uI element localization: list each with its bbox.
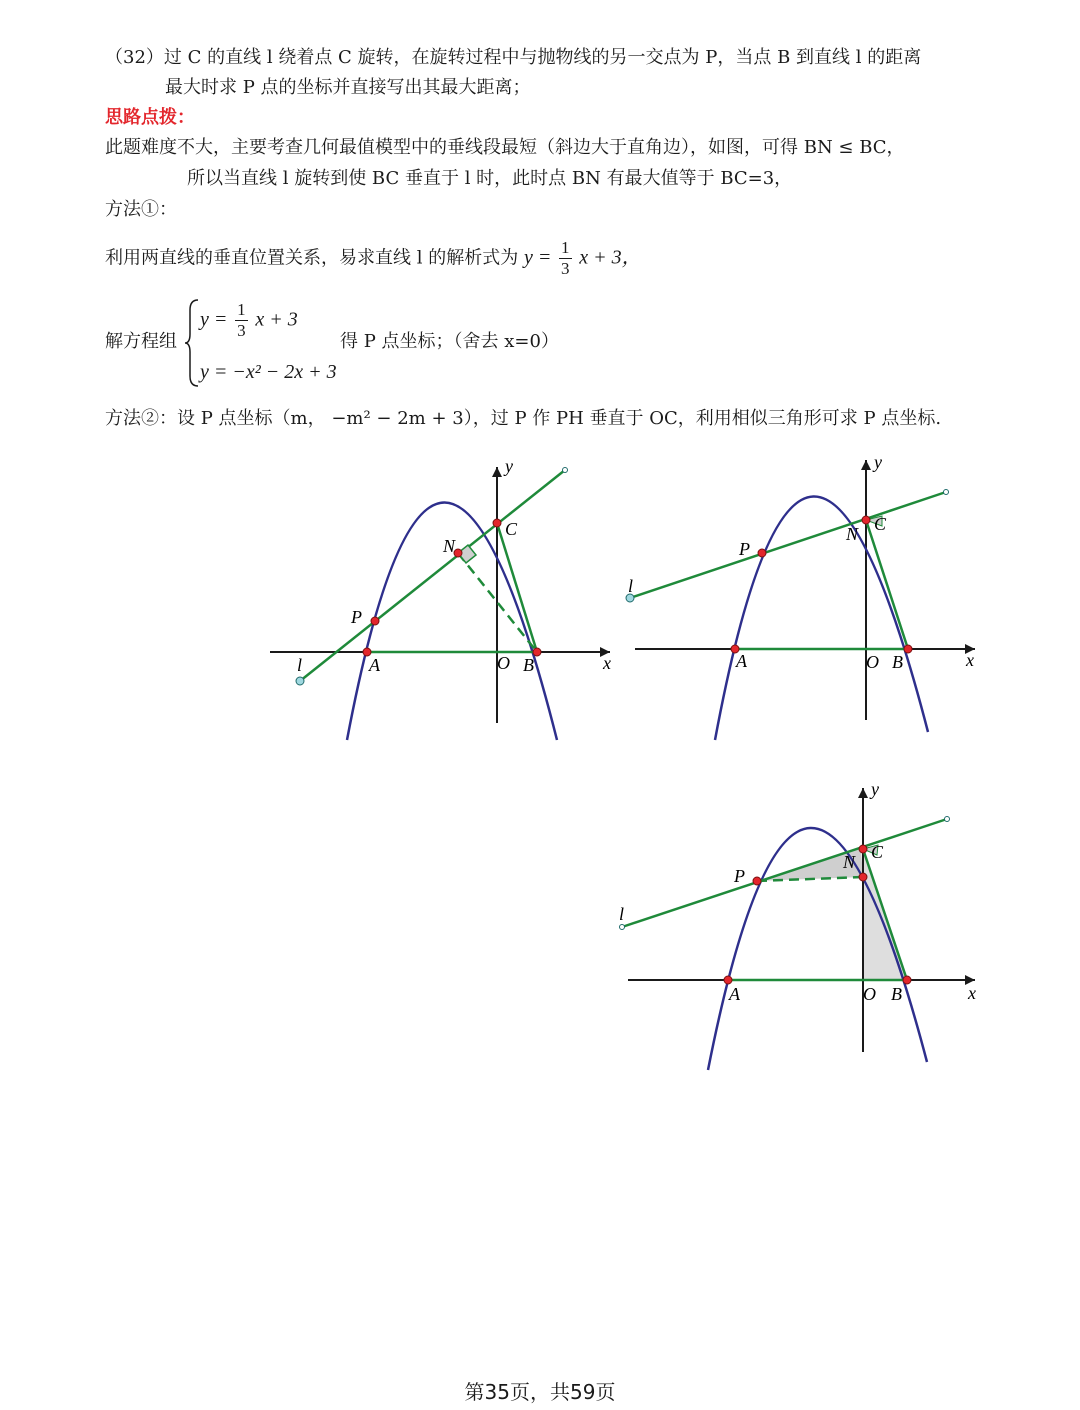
label-y: y: [871, 780, 879, 799]
label-N: N: [443, 536, 456, 556]
system-eq-2: y = −x² − 2x + 3: [200, 361, 337, 383]
y-arrow-icon: [858, 788, 868, 798]
fraction-numerator: 1: [561, 238, 570, 257]
label-C: C: [871, 842, 884, 862]
point-B: [904, 645, 912, 653]
label-l: l: [628, 576, 634, 596]
line-l-endpoint: [563, 468, 568, 473]
line-l: [630, 492, 946, 598]
point-C: [859, 845, 867, 853]
figure-2: [620, 452, 980, 747]
label-A: A: [729, 984, 740, 1004]
line-l: [300, 470, 565, 681]
label-y: y: [505, 456, 513, 476]
problem-line-2: 最大时求 P 点的坐标并直接写出其最大距离；: [165, 77, 531, 98]
figure-1: [265, 455, 615, 745]
method1-line: [105, 238, 642, 279]
hint-title: 思路点拨：: [105, 107, 195, 128]
problem-line-1: [105, 44, 921, 72]
system-brace: [184, 298, 200, 388]
label-A: A: [369, 655, 380, 675]
label-B: B: [892, 652, 903, 672]
point-B: [533, 648, 541, 656]
method1-title: 方法①：: [105, 199, 177, 220]
point-C: [862, 516, 870, 524]
point-C: [493, 519, 501, 527]
label-C: C: [505, 519, 518, 539]
label-P: P: [351, 607, 362, 627]
line-l-endpoint: [944, 490, 949, 495]
figure-3: [615, 780, 980, 1075]
label-B: B: [523, 655, 534, 675]
method1-eq-lhs: y =: [523, 246, 552, 269]
line-l-endpoint: [945, 817, 950, 822]
label-O: O: [497, 653, 510, 673]
method1-eq-rhs: x + 3，: [579, 246, 642, 269]
point-P: [753, 877, 761, 885]
line-l-endpoint: [296, 677, 304, 685]
method1-fraction: [559, 238, 572, 279]
label-l: l: [619, 904, 625, 924]
label-N: N: [846, 524, 859, 544]
hint-line-1: 此题难度不大，主要考查几何最值模型中的垂线段最短（斜边大于直角边），如图，可得 BN ≤ BC，: [105, 137, 905, 158]
fraction-denominator: 3: [561, 259, 570, 278]
system-label: 解方程组: [105, 331, 177, 352]
point-A: [724, 976, 732, 984]
segment-BC: [497, 523, 537, 652]
label-x: x: [966, 650, 974, 670]
label-x: x: [603, 653, 611, 673]
label-l: l: [297, 655, 303, 675]
fraction-denominator: 3: [237, 321, 246, 340]
method2-line: 方法②：设 P 点坐标（m， −m² − 2m + 3），过 P 作 PH 垂直于 OC，利用相似三角形可求 P 点坐标.: [105, 408, 942, 429]
hint-line-2: 所以当直线 l 旋转到使 BC 垂直于 l 时，此时点 BN 有最大值等于 BC=3，: [187, 168, 793, 189]
y-arrow-icon: [861, 460, 871, 470]
label-P: P: [739, 539, 750, 559]
label-P: P: [734, 866, 745, 886]
point-P: [758, 549, 766, 557]
problem-text-1: 过 C 的直线 l 绕着点 C 旋转，在旋转过程中与抛物线的另一交点为 P，当点 B 到直线 l 的距离: [163, 47, 922, 68]
page-footer: 第35页，共59页: [464, 1380, 616, 1404]
label-C: C: [874, 514, 887, 534]
point-B: [903, 976, 911, 984]
segment-BC: [866, 520, 908, 649]
sys-eq1-fraction: [235, 300, 248, 341]
sys-eq1-lhs: y =: [200, 308, 228, 331]
system-eq-1: [200, 300, 298, 341]
point-P: [371, 617, 379, 625]
fraction-numerator: 1: [237, 300, 246, 319]
line-l: [622, 819, 947, 927]
label-x: x: [968, 983, 976, 1003]
label-y: y: [874, 452, 882, 472]
point-N: [454, 549, 462, 557]
point-H: [859, 873, 867, 881]
label-O: O: [863, 984, 876, 1004]
sys-eq1-rhs: x + 3: [255, 308, 298, 331]
label-O: O: [866, 652, 879, 672]
system-result: 得 P 点坐标；（舍去 x=0）: [340, 331, 559, 352]
label-N: N: [843, 852, 856, 872]
label-A: A: [736, 651, 747, 671]
line-l-endpoint: [620, 925, 625, 930]
problem-number: （32）: [105, 47, 164, 68]
label-B: B: [891, 984, 902, 1004]
method1-text: 利用两直线的垂直位置关系，易求直线 l 的解析式为: [105, 247, 519, 269]
y-arrow-icon: [492, 467, 502, 477]
